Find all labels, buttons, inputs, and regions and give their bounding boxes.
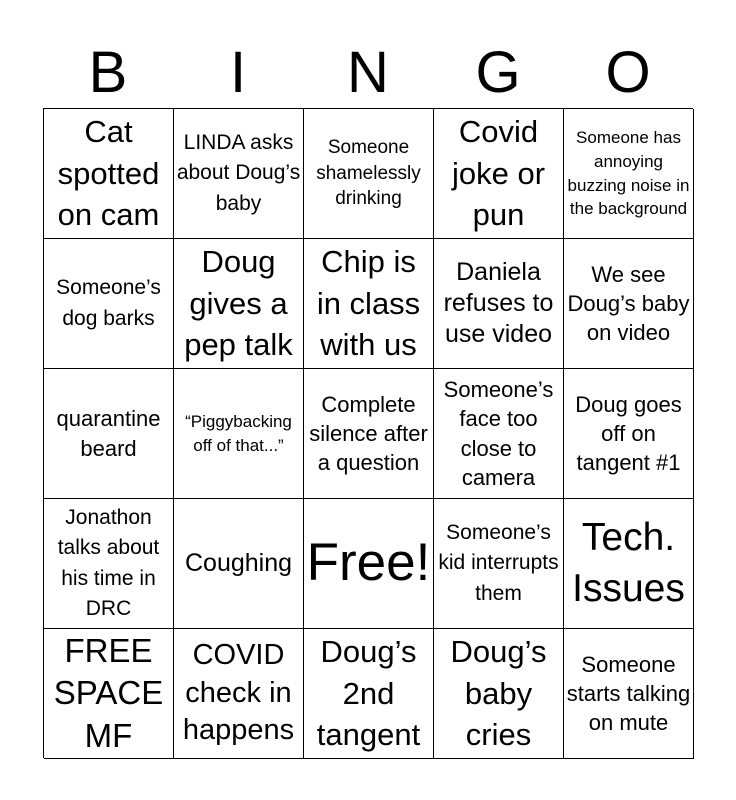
bingo-cell[interactable] [304,629,434,759]
cell-text: We see Doug’s baby on video [567,261,690,346]
cell-text: Someone has annoying buzzing noise in the background [567,127,690,219]
bingo-cell[interactable] [304,109,434,239]
cell-text: Doug gives a pep talk [184,243,293,363]
cell-text: Someone starts talking on mute [566,651,691,736]
bingo-cell[interactable] [564,109,694,239]
cell-text: Jonathon talks about his time in DRC [57,505,160,620]
bingo-cell[interactable] [304,369,434,499]
free-space-cell[interactable] [304,499,434,629]
cell-text: Doug goes off on tangent #1 [575,391,682,476]
bingo-cell[interactable] [44,109,174,239]
bingo-cell[interactable] [434,239,564,369]
cell-text: Daniela refuses to use video [443,258,554,348]
cell-text: Cat spotted on cam [57,113,160,233]
cell-text: Someone’s face too close to camera [443,377,554,490]
cell-text: Someone’s dog barks [56,276,161,330]
cell-text: Chip is in class with us [316,243,421,363]
bingo-cell[interactable] [564,239,694,369]
cell-text: “Piggybacking off of that...” [185,411,292,455]
header-letter-i: I [229,40,247,105]
cell-text: Tech. Issues [572,515,685,610]
cell-text: Doug’s 2nd tangent [316,633,421,753]
header-letter-b: B [88,40,128,105]
cell-text: Coughing [184,549,293,578]
cell-text: FREE SPACE MF [53,632,164,754]
cell-text: COVID check in happens [182,638,295,747]
bingo-cell[interactable] [174,109,304,239]
bingo-cell[interactable] [434,499,564,629]
bingo-header [43,40,693,106]
bingo-cell[interactable] [174,239,304,369]
cell-text: Someone’s kid interrupts them [438,520,559,605]
bingo-cell[interactable] [44,629,174,759]
cell-text: Complete silence after a question [309,391,428,476]
bingo-cell[interactable] [434,369,564,499]
cell-text: Someone shamelessly drinking [316,137,421,210]
bingo-board [43,108,693,758]
bingo-cell[interactable] [564,499,694,629]
cell-text: quarantine beard [56,406,161,461]
bingo-cell[interactable] [304,239,434,369]
bingo-cell[interactable] [434,629,564,759]
cell-text: Covid joke or pun [451,113,546,233]
header-letter-o: O [605,40,651,105]
bingo-cell[interactable] [564,369,694,499]
bingo-cell[interactable] [44,239,174,369]
bingo-cell[interactable] [174,499,304,629]
bingo-cell[interactable] [44,499,174,629]
header-letter-n: N [347,40,389,105]
bingo-cell[interactable] [434,109,564,239]
cell-text: LINDA asks about Doug’s baby [176,130,301,215]
bingo-cell[interactable] [174,369,304,499]
bingo-cell[interactable] [564,629,694,759]
bingo-cell[interactable] [174,629,304,759]
cell-text: Free! [306,533,431,593]
bingo-cell[interactable] [44,369,174,499]
header-letter-g: G [475,40,521,105]
cell-text: Doug’s baby cries [450,633,547,753]
